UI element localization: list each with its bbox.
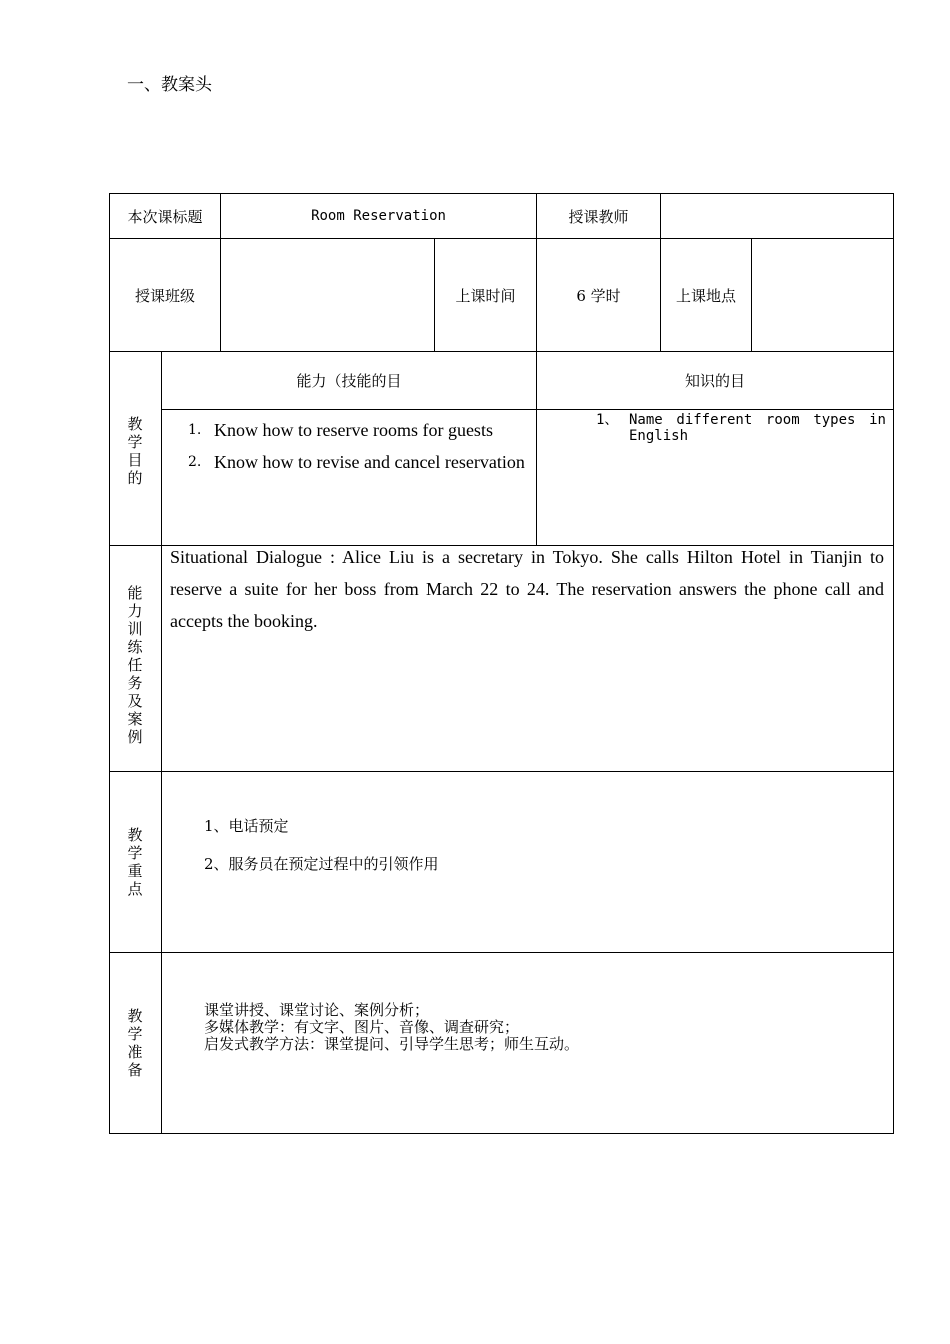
ability-header: 能力（技能的目 xyxy=(296,372,402,390)
table-border-bottom xyxy=(109,1133,894,1134)
time-label: 上课时间 xyxy=(455,286,516,305)
preparation-label xyxy=(125,1007,145,1079)
place-label: 上课地点 xyxy=(675,286,736,305)
place-value xyxy=(752,239,893,351)
task-text: Situational Dialogue : Alice Liu is a secretary in Tokyo. She calls Hilton Hotel in Tianjin to reserve a suite for her boss from March 22 to 24. The reservation answers the phone call and accepts the booking. xyxy=(170,547,884,631)
table-border-right xyxy=(893,193,894,1134)
list-item xyxy=(188,446,528,478)
list-text: Know how to revise and cancel reservation xyxy=(214,452,525,472)
row-divider xyxy=(109,771,894,772)
knowledge-list xyxy=(596,412,886,444)
key-point-item: 1、电话预定 xyxy=(204,817,289,835)
key-point-item: 2、服务员在预定过程中的引领作用 xyxy=(204,855,439,873)
preparation-item: 多媒体教学：有文字、图片、音像、调查研究； xyxy=(204,1018,520,1036)
lesson-title-value: Room Reservation xyxy=(311,208,446,224)
class-label: 授课班级 xyxy=(134,286,195,305)
list-text: Know how to reserve rooms for guests xyxy=(214,420,493,440)
class-value xyxy=(221,239,434,351)
key-points-label-text: 教学重点 xyxy=(127,826,143,898)
preparation-item: 启发式教学方法：课堂提问、引导学生思考；师生互动。 xyxy=(204,1035,580,1053)
preparation-item: 课堂讲授、课堂讨论、案例分析； xyxy=(204,1001,430,1019)
preparation-label-text: 教学准备 xyxy=(127,1007,143,1079)
list-number: 1. xyxy=(188,422,202,438)
objectives-label-text: 教学目的 xyxy=(127,415,143,487)
list-text: Name different room types in English xyxy=(629,412,886,444)
ability-list xyxy=(188,414,528,478)
row-divider xyxy=(109,952,894,953)
row-divider xyxy=(161,409,894,410)
lesson-title-label: 本次课标题 xyxy=(127,207,203,226)
list-item xyxy=(188,414,528,446)
task-label xyxy=(125,584,145,746)
list-number: 2. xyxy=(188,454,202,470)
key-points-label xyxy=(125,826,145,898)
time-value: 6 学时 xyxy=(576,286,621,305)
task-label-text: 能力训练任务及案例 xyxy=(127,584,143,746)
teacher-value xyxy=(661,194,893,238)
list-number: 1、 xyxy=(596,412,619,428)
objectives-label xyxy=(125,415,145,487)
section-heading: 一、教案头 xyxy=(127,75,212,95)
teacher-label: 授课教师 xyxy=(568,207,629,226)
col-divider xyxy=(161,351,162,1134)
knowledge-header: 知识的目 xyxy=(684,372,745,390)
